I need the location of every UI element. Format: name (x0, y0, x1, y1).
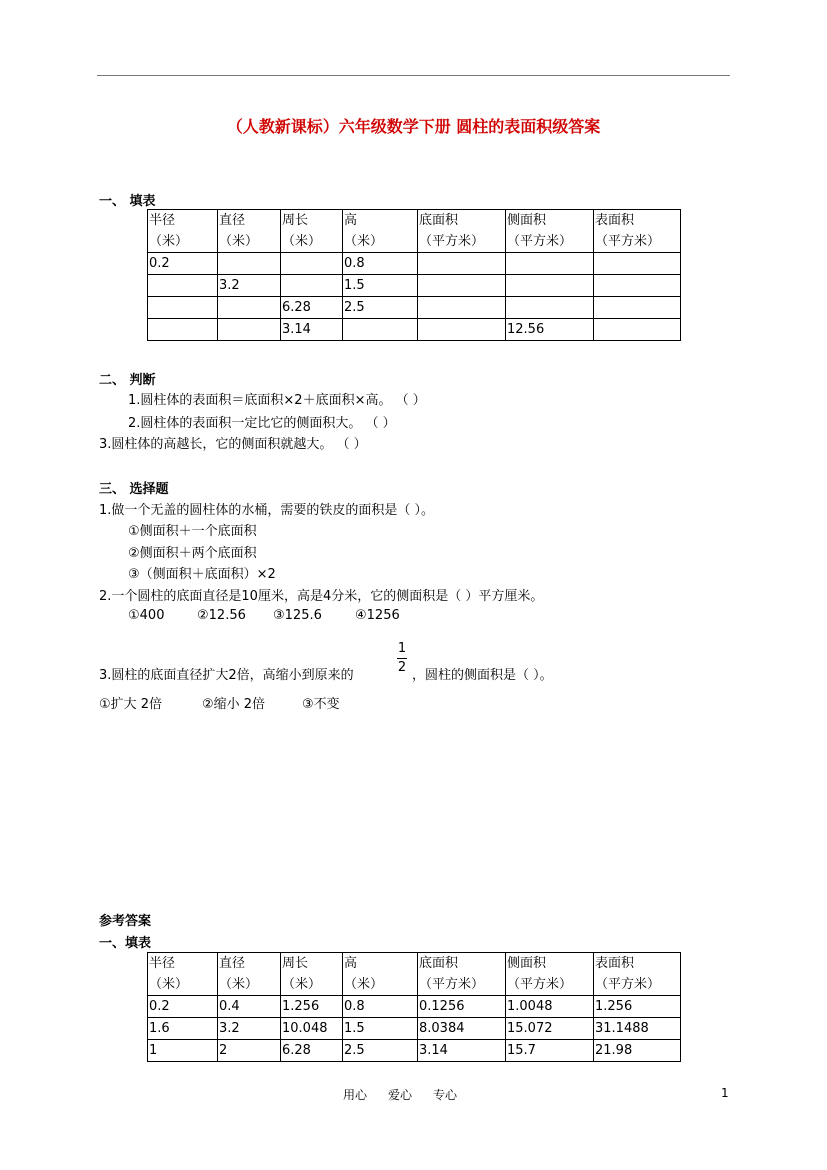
choice-question-tail: ，圆柱的侧面积是（ ）。 (412, 668, 553, 683)
table-cell: 15.072 (506, 1018, 594, 1040)
table-row (148, 253, 681, 275)
choice-option: ③不变 (302, 697, 340, 712)
section3-heading: 三、 选择题 (99, 482, 169, 497)
header-cell: 直径 （米） (218, 210, 281, 253)
table-cell (594, 275, 681, 297)
table-cell: 8.0384 (418, 1018, 506, 1040)
table-row (148, 1018, 681, 1040)
header-cell: 半径 （米） (148, 953, 218, 996)
header-cell: 周长 （米） (281, 953, 343, 996)
table-cell (418, 253, 506, 275)
table-cell: 1 (148, 1040, 218, 1062)
header-cell: 底面积 （平方米） (418, 210, 506, 253)
table-cell: 0.4 (218, 996, 281, 1018)
header-cell: 周长 （米） (281, 210, 343, 253)
table-cell: 10.048 (281, 1018, 343, 1040)
header-rule (97, 75, 730, 76)
section1-heading: 一、 填表 (99, 194, 156, 209)
answers-heading: 参考答案 (99, 914, 152, 929)
table-cell (418, 319, 506, 341)
table-cell (418, 297, 506, 319)
page-number: 1 (721, 1086, 729, 1100)
choice-option: ④1256 (355, 608, 400, 623)
table-cell: 2.5 (343, 1040, 418, 1062)
table-header-row (148, 953, 681, 996)
section2-heading: 二、 判断 (99, 373, 156, 388)
table-cell (218, 319, 281, 341)
page-title: （人教新课标）六年级数学下册 圆柱的表面积级答案 (226, 117, 601, 136)
fraction-denominator: 2 (397, 660, 407, 675)
table-cell: 3.14 (418, 1040, 506, 1062)
table-row (148, 319, 681, 341)
table-cell: 1.5 (343, 275, 418, 297)
table-cell (343, 319, 418, 341)
table-cell: 0.2 (148, 996, 218, 1018)
fraction-one-half (394, 641, 410, 676)
footer-text: 用心 (343, 1088, 368, 1102)
choice-option: ①侧面积＋一个底面积 (128, 524, 257, 539)
table-cell: 0.8 (343, 996, 418, 1018)
table-cell: 2.5 (343, 297, 418, 319)
choice-question: 3.圆柱的底面直径扩大2倍，高缩小到原来的 (99, 668, 354, 683)
table-cell (148, 319, 218, 341)
choice-option: ①400 (128, 608, 165, 623)
choice-question: 1.做一个无盖的圆柱体的水桶，需要的铁皮的面积是（ ）。 (99, 503, 435, 518)
header-cell: 底面积 （平方米） (418, 953, 506, 996)
answer-table (147, 952, 681, 1062)
table-cell (418, 275, 506, 297)
header-cell: 高 （米） (343, 953, 418, 996)
table-cell: 15.7 (506, 1040, 594, 1062)
table-row (148, 1040, 681, 1062)
table-cell (506, 275, 594, 297)
table-cell (506, 253, 594, 275)
table-cell: 1.0048 (506, 996, 594, 1018)
choice-option: ②缩小 2倍 (202, 697, 266, 712)
table-cell: 2 (218, 1040, 281, 1062)
table-cell (594, 319, 681, 341)
table-cell: 0.2 (148, 253, 218, 275)
fraction-bar (397, 658, 407, 659)
choice-option: ②侧面积＋两个底面积 (128, 546, 257, 561)
header-cell: 表面积 （平方米） (594, 953, 681, 996)
table-cell: 3.14 (281, 319, 343, 341)
table-cell: 1.6 (148, 1018, 218, 1040)
table-cell (281, 275, 343, 297)
choice-option: ①扩大 2倍 (99, 697, 163, 712)
fraction-numerator: 1 (397, 641, 407, 656)
footer-text: 爱心 (388, 1088, 413, 1102)
table-cell: 21.98 (594, 1040, 681, 1062)
choice-question: 2.一个圆柱的底面直径是10厘米，高是4分米，它的侧面积是（ ）平方厘米。 (99, 589, 544, 604)
table-cell (218, 297, 281, 319)
table-cell: 1.256 (594, 996, 681, 1018)
choice-option: ③（侧面积＋底面积）×2 (128, 567, 276, 582)
table-cell: 3.2 (218, 275, 281, 297)
fill-table (147, 209, 681, 341)
header-cell: 侧面积 （平方米） (506, 210, 594, 253)
judge-item: 2.圆柱体的表面积一定比它的侧面积大。 （ ） (128, 416, 396, 431)
table-cell: 12.56 (506, 319, 594, 341)
table-cell (148, 297, 218, 319)
table-row (148, 275, 681, 297)
table-row (148, 297, 681, 319)
table-cell (506, 297, 594, 319)
choice-option: ③125.6 (273, 608, 322, 623)
table-cell (594, 253, 681, 275)
footer-text: 专心 (433, 1088, 458, 1102)
table-cell (281, 253, 343, 275)
table-cell: 1.5 (343, 1018, 418, 1040)
header-cell: 侧面积 （平方米） (506, 953, 594, 996)
table-cell: 1.256 (281, 996, 343, 1018)
table-cell: 0.1256 (418, 996, 506, 1018)
header-cell: 高 （米） (343, 210, 418, 253)
table-header-row (148, 210, 681, 253)
header-cell: 半径 （米） (148, 210, 218, 253)
table-cell (148, 275, 218, 297)
table-cell (594, 297, 681, 319)
table-cell (218, 253, 281, 275)
judge-item: 1.圆柱体的表面积＝底面积×2＋底面积×高。 （ ） (128, 393, 426, 408)
choice-option: ②12.56 (197, 608, 246, 623)
table-cell: 6.28 (281, 1040, 343, 1062)
table-cell: 31.1488 (594, 1018, 681, 1040)
judge-item: 3.圆柱体的高越长，它的侧面积就越大。 （ ） (99, 437, 367, 452)
header-cell: 表面积 （平方米） (594, 210, 681, 253)
table-cell: 3.2 (218, 1018, 281, 1040)
table-cell: 0.8 (343, 253, 418, 275)
header-cell: 直径 （米） (218, 953, 281, 996)
table-cell: 6.28 (281, 297, 343, 319)
table-row (148, 996, 681, 1018)
answers-subheading: 一、填表 (99, 936, 152, 951)
